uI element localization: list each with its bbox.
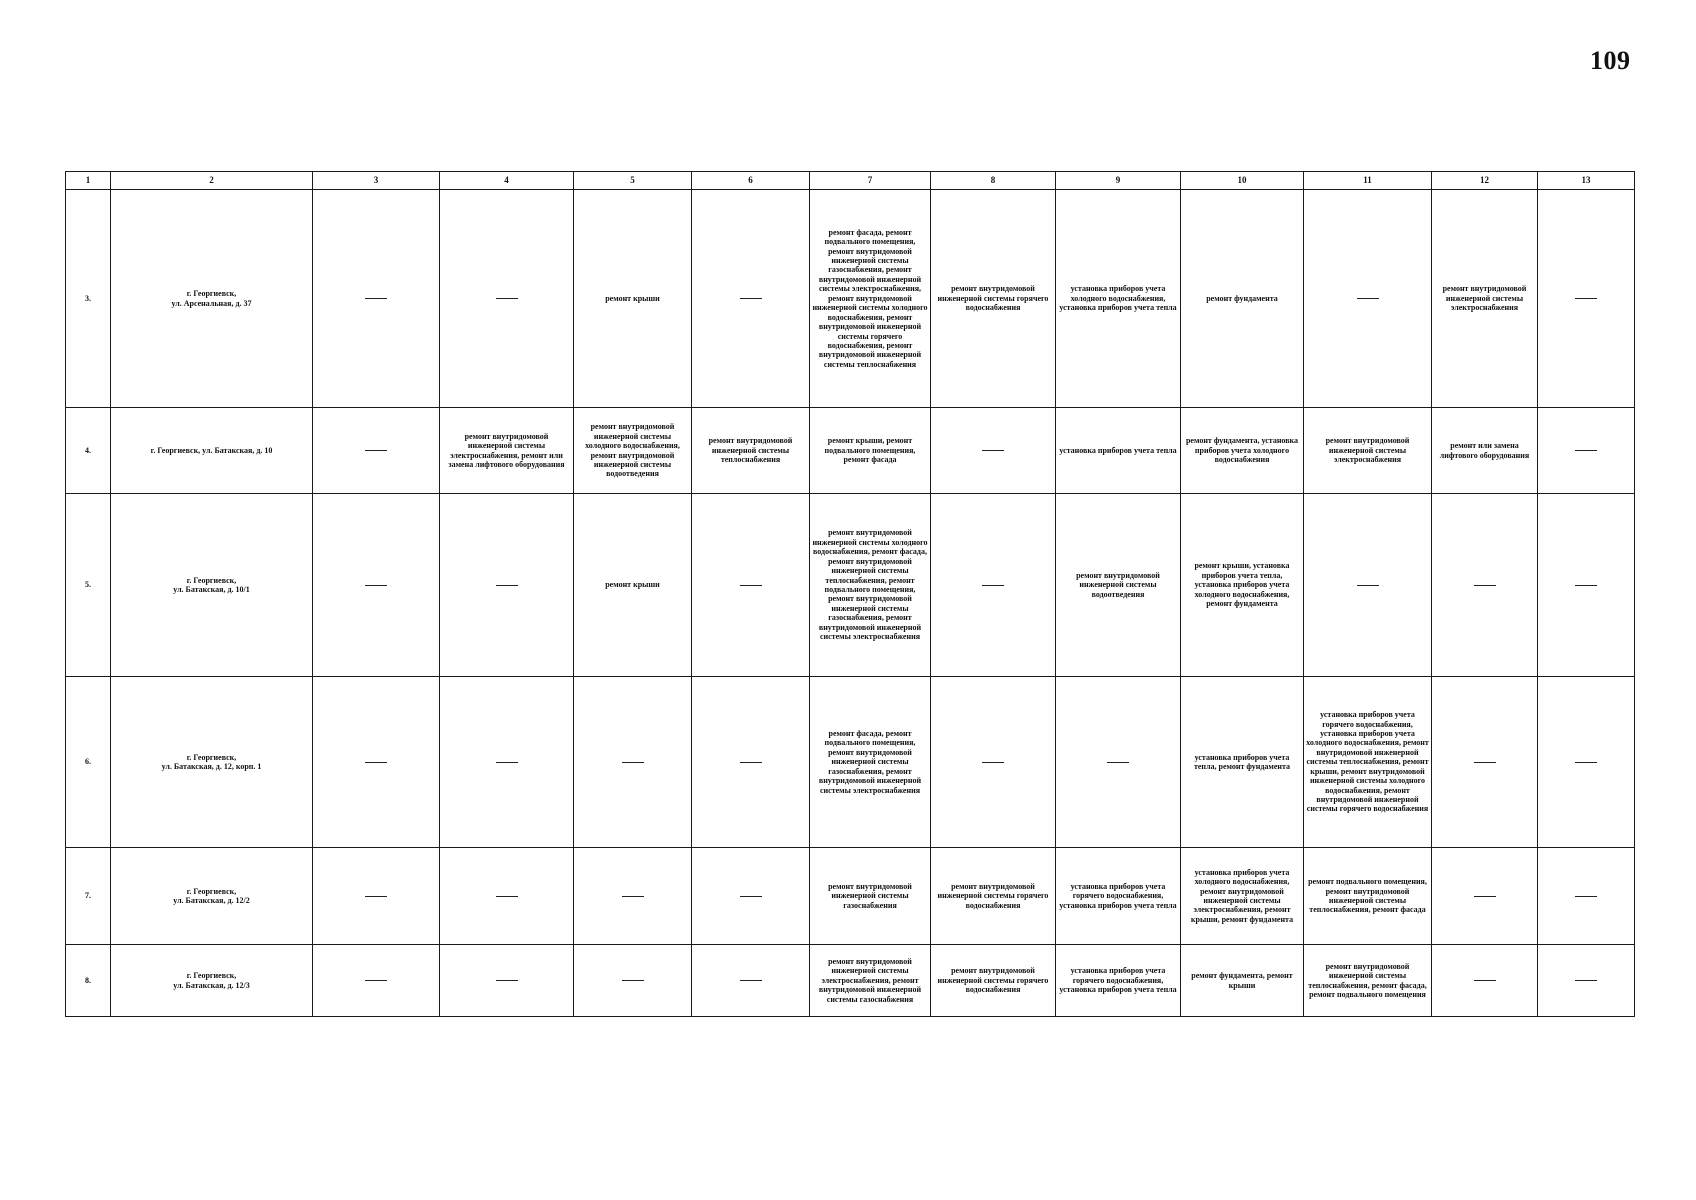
work-cell: установка приборов учета тепла, ремонт фундамента	[1181, 677, 1304, 848]
work-cell: ремонт внутридомовой инженерной системы горячего водоснабжения	[931, 945, 1056, 1017]
dash-mark	[1107, 762, 1129, 763]
dash-mark	[496, 762, 518, 763]
address-cell: г. Георгиевск, ул. Батакская, д. 10/1	[111, 494, 313, 677]
row-number: 8.	[66, 945, 111, 1017]
work-cell: ремонт внутридомовой инженерной системы электроснабжения	[1432, 190, 1538, 408]
empty-dash-cell	[1538, 408, 1635, 494]
column-header: 5	[574, 172, 692, 190]
empty-dash-cell	[313, 848, 440, 945]
dash-mark	[365, 298, 387, 299]
empty-dash-cell	[1304, 494, 1432, 677]
work-cell: ремонт или замена лифтового оборудования	[1432, 408, 1538, 494]
dash-mark	[1575, 585, 1597, 586]
dash-mark	[622, 896, 644, 897]
table-body	[66, 190, 1635, 1017]
empty-dash-cell	[692, 848, 810, 945]
dash-mark	[982, 762, 1004, 763]
work-cell: ремонт внутридомовой инженерной системы электроснабжения, ремонт внутридомовой инженерной системы газоснабжения	[810, 945, 931, 1017]
work-cell: ремонт крыши, установка приборов учета тепла, установка приборов учета холодного водоснабжения, ремонт фундамента	[1181, 494, 1304, 677]
dash-mark	[1575, 762, 1597, 763]
work-cell: ремонт фундамента, установка приборов учета холодного водоснабжения	[1181, 408, 1304, 494]
empty-dash-cell	[574, 848, 692, 945]
empty-dash-cell	[313, 945, 440, 1017]
address-cell: г. Георгиевск, ул. Батакская, д. 12/3	[111, 945, 313, 1017]
row-number: 3.	[66, 190, 111, 408]
empty-dash-cell	[313, 408, 440, 494]
empty-dash-cell	[1538, 945, 1635, 1017]
work-cell: ремонт фасада, ремонт подвального помещения, ремонт внутридомовой инженерной системы газоснабжения, ремонт внутридомовой инженерной системы электроснабжения	[810, 677, 931, 848]
empty-dash-cell	[692, 677, 810, 848]
dash-mark	[1474, 585, 1496, 586]
dash-mark	[365, 762, 387, 763]
work-cell: ремонт внутридомовой инженерной системы холодного водоснабжения, ремонт фасада, ремонт внутридомовой инженерной системы теплоснабжения, ремонт подвального помещения, ремонт внутридомовой инженерной системы газоснабжения, ремонт внутридомовой инженерной системы электроснабжения	[810, 494, 931, 677]
column-header: 4	[440, 172, 574, 190]
dash-mark	[365, 585, 387, 586]
table-row	[66, 494, 1635, 677]
empty-dash-cell	[692, 494, 810, 677]
address-cell: г. Георгиевск, ул. Батакская, д. 12/2	[111, 848, 313, 945]
row-number: 5.	[66, 494, 111, 677]
table-row	[66, 945, 1635, 1017]
empty-dash-cell	[440, 494, 574, 677]
empty-dash-cell	[1304, 190, 1432, 408]
column-header: 3	[313, 172, 440, 190]
work-cell: ремонт внутридомовой инженерной системы водоотведения	[1056, 494, 1181, 677]
dash-mark	[740, 585, 762, 586]
empty-dash-cell	[1432, 848, 1538, 945]
empty-dash-cell	[1056, 677, 1181, 848]
empty-dash-cell	[313, 494, 440, 677]
work-cell: ремонт крыши, ремонт подвального помещения, ремонт фасада	[810, 408, 931, 494]
empty-dash-cell	[1432, 945, 1538, 1017]
dash-mark	[740, 980, 762, 981]
dash-mark	[496, 585, 518, 586]
page-number: 109	[1590, 46, 1631, 75]
row-number: 7.	[66, 848, 111, 945]
work-cell: ремонт внутридомовой инженерной системы электроснабжения, ремонт или замена лифтового оборудования	[440, 408, 574, 494]
work-cell: ремонт внутридомовой инженерной системы теплоснабжения, ремонт фасада, ремонт подвального помещения	[1304, 945, 1432, 1017]
dash-mark	[365, 450, 387, 451]
dash-mark	[1474, 896, 1496, 897]
empty-dash-cell	[931, 494, 1056, 677]
work-cell: ремонт фундамента	[1181, 190, 1304, 408]
empty-dash-cell	[1432, 677, 1538, 848]
table-row	[66, 677, 1635, 848]
work-cell: ремонт подвального помещения, ремонт внутридомовой инженерной системы теплоснабжения, ремонт фасада	[1304, 848, 1432, 945]
dash-mark	[982, 450, 1004, 451]
dash-mark	[496, 896, 518, 897]
dash-mark	[365, 980, 387, 981]
empty-dash-cell	[1538, 494, 1635, 677]
work-cell: ремонт внутридомовой инженерной системы горячего водоснабжения	[931, 848, 1056, 945]
column-header: 7	[810, 172, 931, 190]
empty-dash-cell	[313, 677, 440, 848]
address-cell: г. Георгиевск, ул. Батакская, д. 10	[111, 408, 313, 494]
dash-mark	[365, 896, 387, 897]
column-header: 1	[66, 172, 111, 190]
work-cell: ремонт фундамента, ремонт крыши	[1181, 945, 1304, 1017]
column-header: 12	[1432, 172, 1538, 190]
work-cell: ремонт внутридомовой инженерной системы холодного водоснабжения, ремонт внутридомовой инженерной системы водоотведения	[574, 408, 692, 494]
dash-mark	[982, 585, 1004, 586]
repair-schedule-table	[65, 171, 1635, 1017]
dash-mark	[1357, 298, 1379, 299]
work-cell: ремонт внутридомовой инженерной системы теплоснабжения	[692, 408, 810, 494]
empty-dash-cell	[313, 190, 440, 408]
column-header: 9	[1056, 172, 1181, 190]
dash-mark	[496, 298, 518, 299]
empty-dash-cell	[692, 945, 810, 1017]
work-cell: ремонт внутридомовой инженерной системы газоснабжения	[810, 848, 931, 945]
row-number: 4.	[66, 408, 111, 494]
dash-mark	[622, 762, 644, 763]
dash-mark	[1575, 298, 1597, 299]
empty-dash-cell	[692, 190, 810, 408]
table-row	[66, 190, 1635, 408]
dash-mark	[1357, 585, 1379, 586]
empty-dash-cell	[931, 408, 1056, 494]
empty-dash-cell	[440, 677, 574, 848]
dash-mark	[740, 896, 762, 897]
work-cell: установка приборов учета горячего водоснабжения, установка приборов учета тепла	[1056, 945, 1181, 1017]
column-header: 6	[692, 172, 810, 190]
dash-mark	[622, 980, 644, 981]
work-cell: установка приборов учета холодного водоснабжения, ремонт внутридомовой инженерной системы электроснабжения, ремонт крыши, ремонт фундамента	[1181, 848, 1304, 945]
dash-mark	[740, 298, 762, 299]
dash-mark	[1575, 980, 1597, 981]
work-cell: установка приборов учета горячего водоснабжения, установка приборов учета тепла	[1056, 848, 1181, 945]
dash-mark	[1575, 896, 1597, 897]
dash-mark	[740, 762, 762, 763]
empty-dash-cell	[1538, 677, 1635, 848]
table-row	[66, 848, 1635, 945]
empty-dash-cell	[440, 848, 574, 945]
work-cell: установка приборов учета горячего водоснабжения, установка приборов учета холодного водоснабжения, ремонт внутридомовой инженерной системы теплоснабжения, ремонт крыши, ремонт внутридомовой инженерной системы холодного водоснабжения, ремонт внутридомовой инженерной системы горячего водоснабжения	[1304, 677, 1432, 848]
empty-dash-cell	[1432, 494, 1538, 677]
column-header: 10	[1181, 172, 1304, 190]
address-cell: г. Георгиевск, ул. Батакская, д. 12, корп. 1	[111, 677, 313, 848]
work-cell: ремонт крыши	[574, 190, 692, 408]
work-cell: установка приборов учета холодного водоснабжения, установка приборов учета тепла	[1056, 190, 1181, 408]
work-cell: установка приборов учета тепла	[1056, 408, 1181, 494]
column-header: 13	[1538, 172, 1635, 190]
empty-dash-cell	[1538, 190, 1635, 408]
dash-mark	[496, 980, 518, 981]
column-header: 2	[111, 172, 313, 190]
work-cell: ремонт фасада, ремонт подвального помещения, ремонт внутридомовой инженерной системы газоснабжения, ремонт внутридомовой инженерной системы электроснабжения, ремонт внутридомовой инженерной системы холодного водоснабжения, ремонт внутридомовой инженерной системы горячего водоснабжения, ремонт внутридомовой инженерной системы теплоснабжения	[810, 190, 931, 408]
work-cell: ремонт внутридомовой инженерной системы горячего водоснабжения	[931, 190, 1056, 408]
dash-mark	[1575, 450, 1597, 451]
work-cell: ремонт крыши	[574, 494, 692, 677]
empty-dash-cell	[440, 945, 574, 1017]
work-cell: ремонт внутридомовой инженерной системы электроснабжения	[1304, 408, 1432, 494]
empty-dash-cell	[574, 677, 692, 848]
empty-dash-cell	[440, 190, 574, 408]
row-number: 6.	[66, 677, 111, 848]
empty-dash-cell	[1538, 848, 1635, 945]
dash-mark	[1474, 762, 1496, 763]
empty-dash-cell	[931, 677, 1056, 848]
column-number-row	[66, 172, 1635, 190]
column-header: 8	[931, 172, 1056, 190]
column-header: 11	[1304, 172, 1432, 190]
dash-mark	[1474, 980, 1496, 981]
address-cell: г. Георгиевск, ул. Арсенальная, д. 37	[111, 190, 313, 408]
empty-dash-cell	[574, 945, 692, 1017]
table-row	[66, 408, 1635, 494]
